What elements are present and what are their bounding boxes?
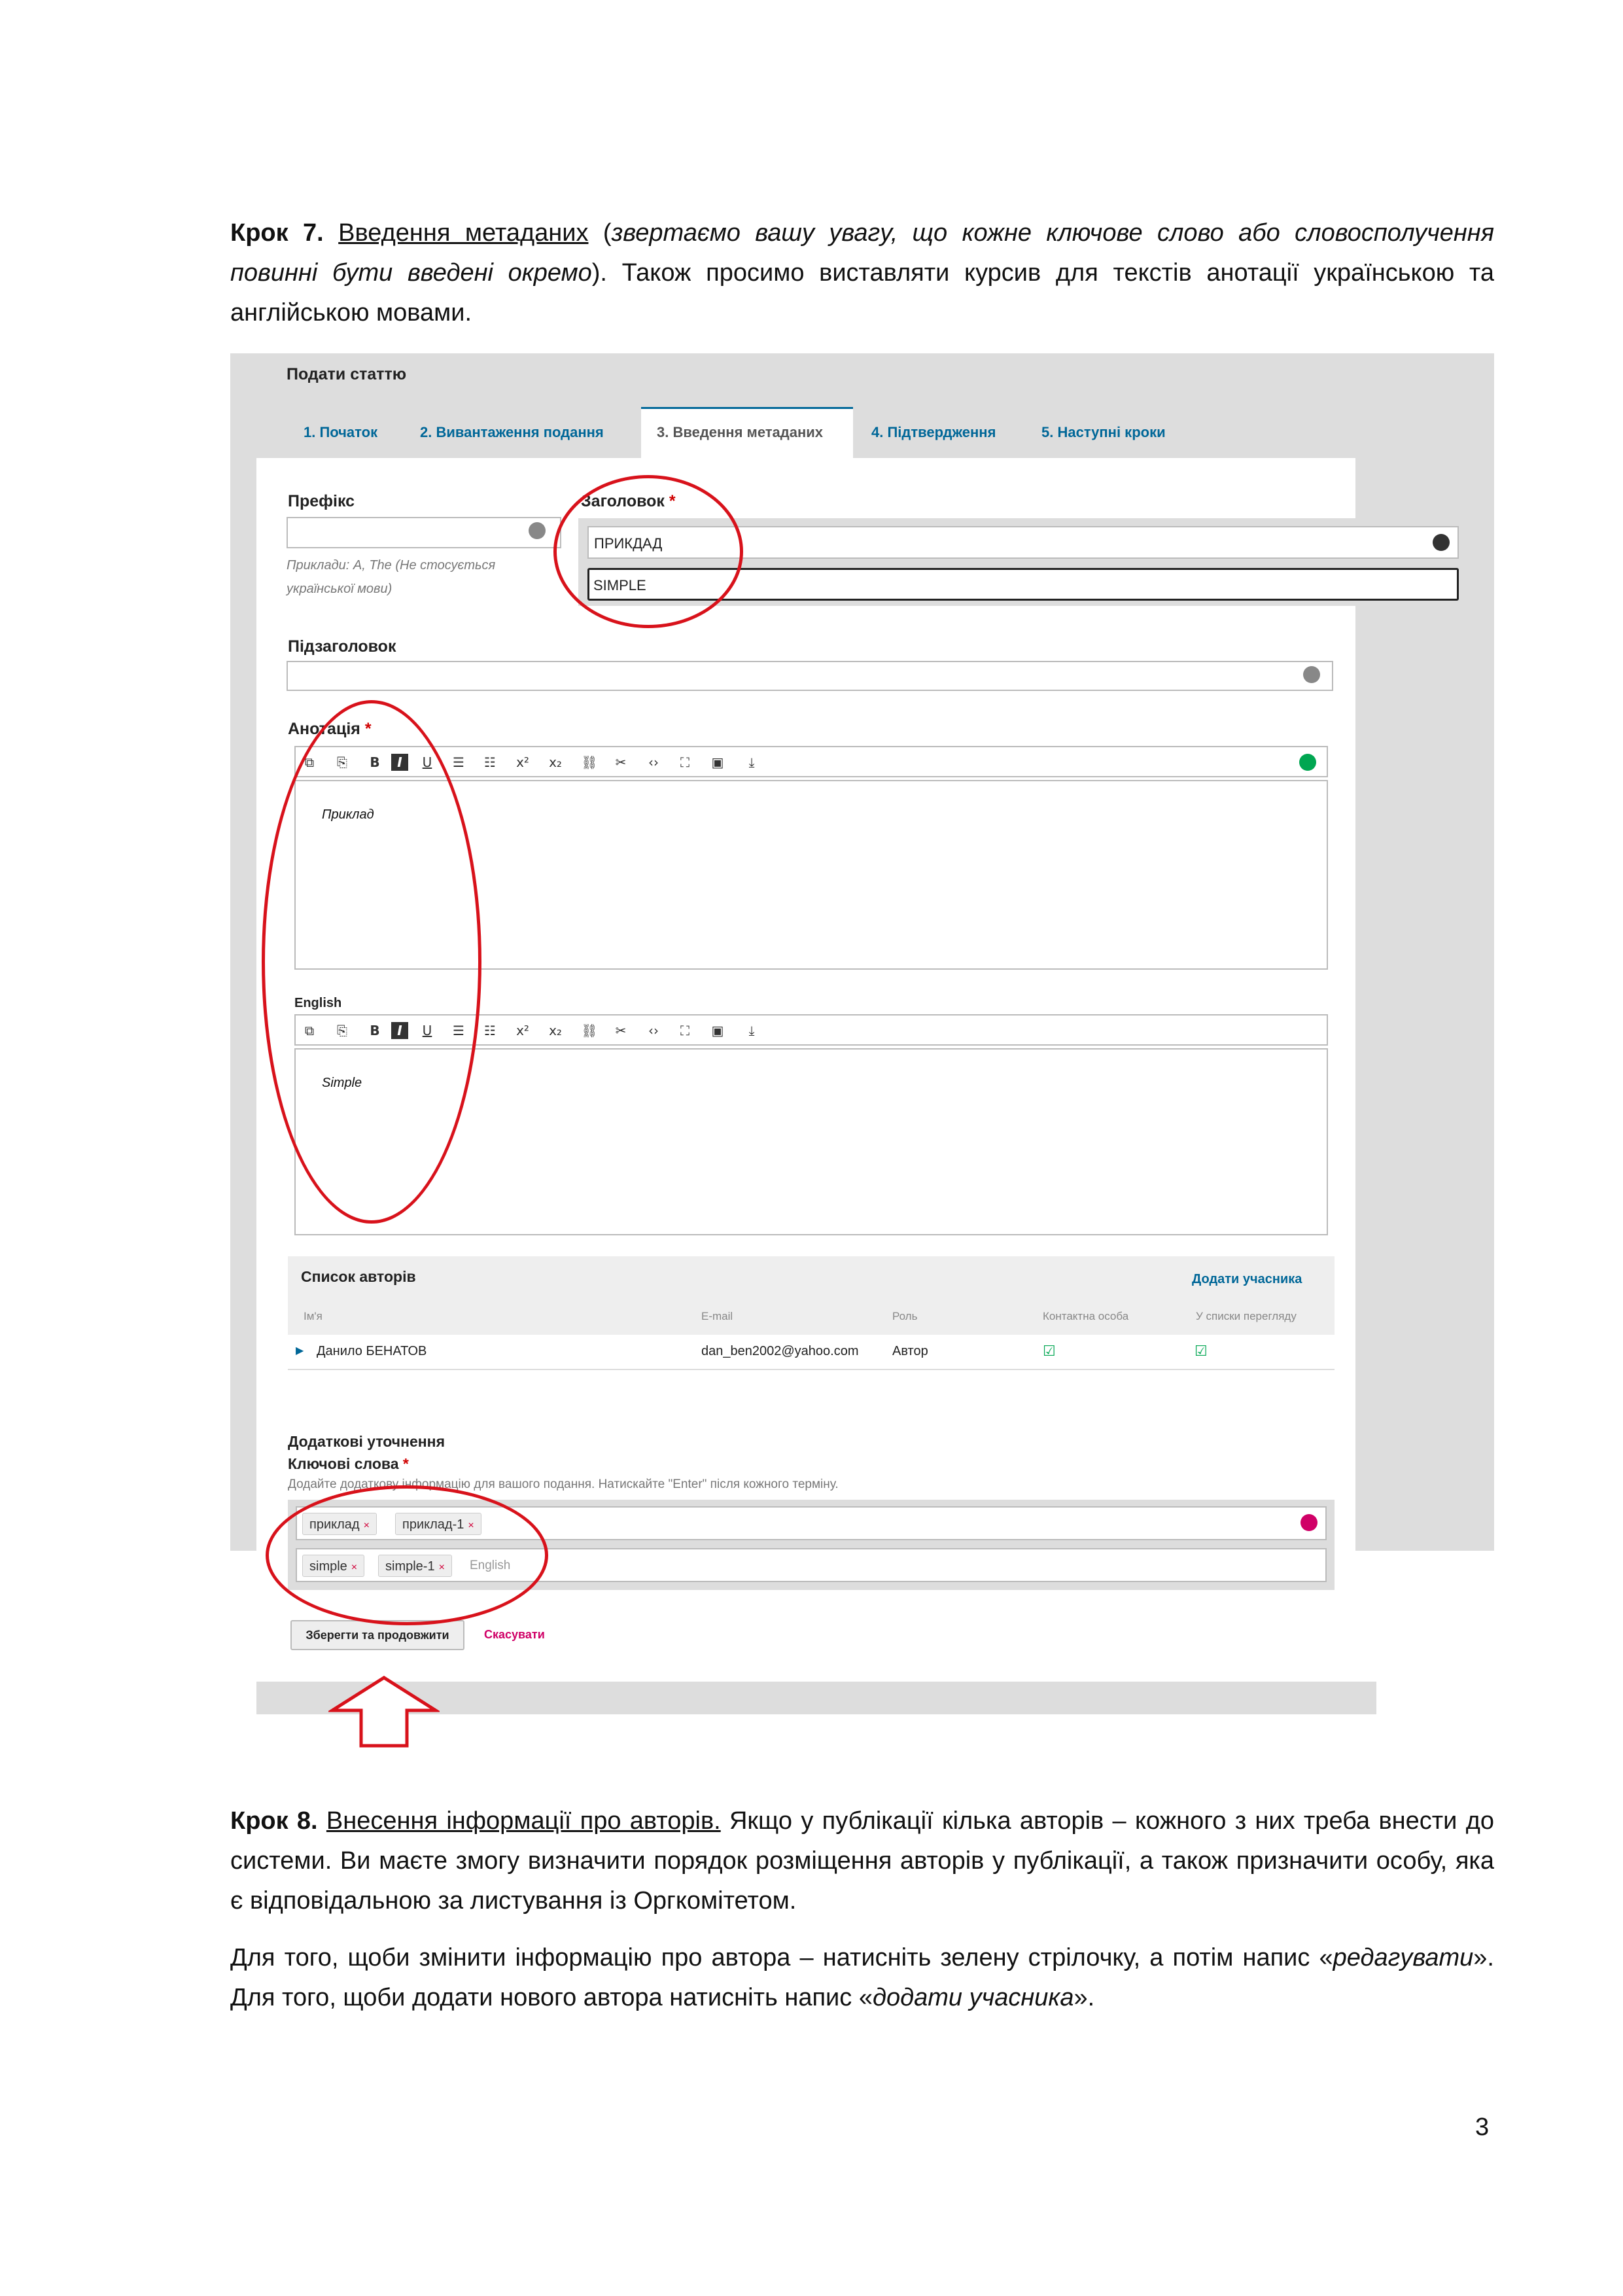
globe-icon[interactable]: [1299, 754, 1316, 771]
italic-icon[interactable]: I: [391, 1022, 408, 1039]
globe-icon[interactable]: [1300, 1514, 1318, 1531]
remove-icon: ×: [363, 1520, 370, 1531]
step8b-text-2: ». Для того, щоби додати нового автора натисніть напис «: [230, 1944, 1494, 2011]
step7-rest: ). Також просимо виставляти курсив для текстів анотації українською та англійською мовами.: [230, 259, 1495, 327]
title-label: Заголовок *: [581, 492, 676, 510]
col-contact: Контактна особа: [1043, 1310, 1129, 1322]
code-icon[interactable]: ‹›: [648, 1023, 659, 1038]
remove-icon: ×: [468, 1520, 474, 1531]
submission-screenshot: [230, 353, 1494, 1714]
prefix-hint: Приклади: A, The (Не стосується української мови): [287, 558, 496, 596]
image-icon[interactable]: ▣: [711, 1023, 724, 1038]
keyword-tag[interactable]: приклад-1 ×: [395, 1513, 481, 1535]
bullet-list-icon[interactable]: ☰: [453, 754, 464, 770]
step7-label: Крок 7.: [230, 219, 324, 247]
col-role: Роль: [892, 1310, 918, 1322]
code-icon[interactable]: ‹›: [648, 754, 659, 770]
abstract-text-en: Simple: [322, 1076, 362, 1090]
bold-icon[interactable]: B: [370, 1023, 380, 1038]
tab-confirm[interactable]: 4. Підтвердження: [871, 424, 996, 440]
subtitle-input[interactable]: [287, 661, 1333, 691]
numbered-list-icon[interactable]: ☷: [484, 1023, 496, 1038]
english-label: English: [294, 996, 342, 1010]
unlink-icon[interactable]: ✂: [615, 1023, 627, 1038]
keyword-tag[interactable]: simple ×: [302, 1555, 364, 1577]
step8-rest: Якщо у публікації кілька авторів – кожного з них треба внести до системи. Ви маєте змогу визначити порядок розміщення авторів у публікації, а також призначити особу, яка є відповідальною за листування із Оргкомітетом.: [230, 1807, 1495, 1915]
copy-icon[interactable]: ⧉: [304, 1023, 315, 1038]
step8b-edit-word: редагувати: [1333, 1944, 1474, 1971]
step8b-paragraph: [230, 1938, 1494, 2018]
header-band: [230, 353, 1494, 458]
step8-label: Крок 8.: [230, 1807, 318, 1835]
globe-icon[interactable]: [529, 522, 546, 539]
keywords-label: Ключові слова *: [288, 1455, 409, 1472]
step7-paren: (: [588, 219, 612, 247]
abstract-toolbar-uk: [294, 746, 1328, 777]
abstract-text-uk: Приклад: [322, 807, 374, 822]
keyword-tag[interactable]: приклад ×: [302, 1513, 377, 1535]
tab-start[interactable]: 1. Початок: [304, 424, 378, 440]
fullscreen-icon[interactable]: ⛶: [680, 1023, 689, 1038]
italic-icon[interactable]: I: [391, 754, 408, 771]
superscript-icon[interactable]: x²: [516, 754, 529, 770]
tab-next-steps[interactable]: 5. Наступні кроки: [1041, 424, 1166, 440]
checkbox-checked-icon[interactable]: ☑: [1043, 1343, 1056, 1359]
underline-icon[interactable]: U: [422, 1023, 432, 1038]
col-name: Ім'я: [304, 1310, 323, 1322]
cancel-link[interactable]: Скасувати: [484, 1628, 545, 1641]
title-highlight-ellipse: [553, 475, 743, 628]
link-icon[interactable]: ⛓: [581, 754, 598, 770]
image-icon[interactable]: ▣: [711, 754, 724, 770]
checkbox-checked-icon[interactable]: ☑: [1195, 1343, 1208, 1359]
copy-icon[interactable]: ⧉: [304, 754, 315, 770]
step7-title: Введення метаданих: [338, 219, 589, 247]
paste-icon[interactable]: ⎘: [337, 1023, 347, 1038]
author-email: dan_ben2002@yahoo.com: [701, 1344, 859, 1358]
author-role: Автор: [892, 1344, 928, 1358]
step7-italic-note: звертаємо вашу увагу, що кожне ключове слово або словосполучення повинні бути введені окремо: [230, 219, 1495, 287]
page-number: 3: [1475, 2113, 1490, 2141]
add-author-link[interactable]: Додати учасника: [1192, 1272, 1302, 1286]
additional-title: Додаткові уточнення: [288, 1433, 445, 1450]
numbered-list-icon[interactable]: ☷: [484, 754, 496, 770]
keywords-highlight-ellipse: [266, 1485, 548, 1625]
superscript-icon[interactable]: x²: [516, 1023, 529, 1038]
paste-icon[interactable]: ⎘: [337, 754, 347, 770]
abstract-highlight-ellipse: [262, 700, 481, 1224]
step7-paragraph: [230, 213, 1494, 333]
author-name: Данило БЕНАТОВ: [317, 1344, 427, 1358]
globe-icon[interactable]: [1433, 534, 1450, 551]
prefix-input[interactable]: [287, 517, 561, 548]
keyword-tag[interactable]: simple-1 ×: [378, 1555, 452, 1577]
prefix-label: Префікс: [288, 492, 355, 510]
upload-icon[interactable]: ⤓: [748, 1023, 755, 1038]
unlink-icon[interactable]: ✂: [615, 754, 627, 770]
subscript-icon[interactable]: x₂: [549, 754, 562, 770]
link-icon[interactable]: ⛓: [581, 1023, 598, 1038]
upload-icon[interactable]: ⤓: [748, 754, 755, 770]
tab-upload[interactable]: 2. Вивантаження подання: [420, 424, 604, 440]
globe-icon[interactable]: [1303, 666, 1320, 683]
remove-icon: ×: [438, 1562, 445, 1573]
expand-arrow-icon[interactable]: ▶: [296, 1345, 304, 1356]
abstract-label: Анотація *: [288, 720, 372, 738]
step8b-text-3: ».: [1073, 1984, 1095, 2011]
save-continue-button[interactable]: Зберегти та продовжити: [290, 1620, 464, 1650]
col-browse: У списки перегляду: [1196, 1310, 1297, 1322]
col-email: E-mail: [701, 1310, 733, 1322]
subtitle-label: Підзаголовок: [288, 637, 396, 656]
table-row[interactable]: [288, 1335, 1335, 1370]
authors-title: Список авторів: [301, 1268, 416, 1285]
step8b-text-1: Для того, щоби змінити інформацію про автора – натисніть зелену стрілочку, а потім напис «: [230, 1944, 1333, 1971]
title-value-uk: ПРИКДАД: [594, 535, 663, 552]
underline-icon[interactable]: U: [422, 754, 432, 770]
step8b-add-participant: додати учасника: [872, 1984, 1074, 2011]
title-value-en: SIMPLE: [593, 577, 646, 593]
fullscreen-icon[interactable]: ⛶: [680, 754, 689, 770]
tab-metadata[interactable]: 3. Введення метаданих: [657, 424, 824, 440]
keywords-hint: Додайте додаткову інформацію для вашого подання. Натискайте "Enter" після кожного терміну.: [288, 1477, 839, 1491]
bullet-list-icon[interactable]: ☰: [453, 1023, 464, 1038]
authors-header: [288, 1256, 1335, 1335]
step8-paragraph: [230, 1801, 1494, 1921]
arrow-up-icon: [328, 1675, 440, 1748]
bold-icon[interactable]: B: [370, 754, 380, 770]
remove-icon: ×: [351, 1562, 358, 1573]
header-title: Подати статтю: [287, 365, 407, 383]
step8-title: Внесення інформації про авторів.: [326, 1807, 721, 1835]
keywords-en-placeholder: English: [470, 1559, 511, 1572]
subscript-icon[interactable]: x₂: [549, 1023, 562, 1038]
